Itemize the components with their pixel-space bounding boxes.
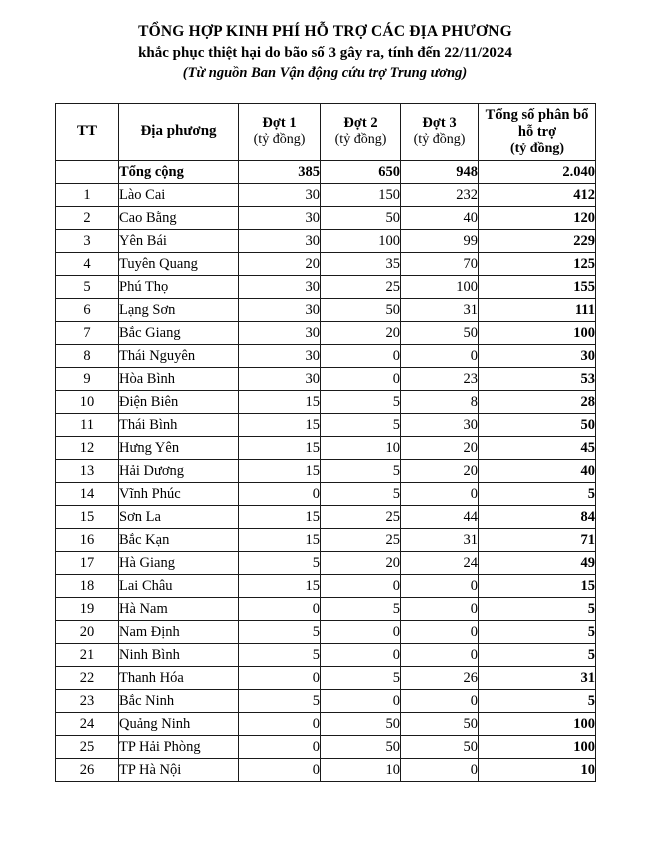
cell-phase-3: 948 bbox=[401, 161, 479, 184]
cell-phase-3: 26 bbox=[401, 667, 479, 690]
cell-index: 16 bbox=[56, 529, 119, 552]
cell-total: 100 bbox=[479, 736, 596, 759]
cell-phase-2: 5 bbox=[321, 598, 401, 621]
table-row bbox=[56, 529, 596, 552]
cell-index: 18 bbox=[56, 575, 119, 598]
cell-phase-1: 0 bbox=[239, 667, 321, 690]
cell-total: 2.040 bbox=[479, 161, 596, 184]
cell-locality: Cao Bằng bbox=[119, 207, 239, 230]
cell-phase-1: 5 bbox=[239, 621, 321, 644]
cell-locality: Hòa Bình bbox=[119, 368, 239, 391]
cell-phase-1: 15 bbox=[239, 529, 321, 552]
cell-phase-1: 15 bbox=[239, 460, 321, 483]
cell-phase-2: 5 bbox=[321, 460, 401, 483]
cell-index: 13 bbox=[56, 460, 119, 483]
cell-locality: Lai Châu bbox=[119, 575, 239, 598]
cell-total: 50 bbox=[479, 414, 596, 437]
cell-phase-2: 20 bbox=[321, 322, 401, 345]
cell-phase-1: 15 bbox=[239, 506, 321, 529]
cell-locality: Hưng Yên bbox=[119, 437, 239, 460]
cell-phase-2: 25 bbox=[321, 529, 401, 552]
table-row bbox=[56, 184, 596, 207]
cell-total: 84 bbox=[479, 506, 596, 529]
cell-phase-2: 50 bbox=[321, 299, 401, 322]
cell-locality: Vĩnh Phúc bbox=[119, 483, 239, 506]
table-row bbox=[56, 552, 596, 575]
header-row bbox=[56, 104, 596, 161]
table-row bbox=[56, 253, 596, 276]
cell-total: 45 bbox=[479, 437, 596, 460]
cell-phase-3: 70 bbox=[401, 253, 479, 276]
cell-phase-1: 30 bbox=[239, 276, 321, 299]
column-header-locality: Địa phương bbox=[119, 104, 239, 161]
column-header-tt: TT bbox=[56, 104, 119, 161]
table-row bbox=[56, 299, 596, 322]
cell-phase-3: 0 bbox=[401, 644, 479, 667]
table-row bbox=[56, 483, 596, 506]
table-row bbox=[56, 437, 596, 460]
funding-table-container bbox=[55, 103, 595, 782]
total-unit: (tỷ đồng) bbox=[509, 140, 565, 156]
cell-phase-2: 10 bbox=[321, 759, 401, 782]
cell-phase-3: 99 bbox=[401, 230, 479, 253]
table-row bbox=[56, 644, 596, 667]
table-row bbox=[56, 230, 596, 253]
cell-total: 30 bbox=[479, 345, 596, 368]
cell-phase-3: 0 bbox=[401, 483, 479, 506]
column-header-total-allocated bbox=[479, 104, 596, 161]
cell-index: 20 bbox=[56, 621, 119, 644]
cell-index: 11 bbox=[56, 414, 119, 437]
cell-phase-2: 25 bbox=[321, 276, 401, 299]
cell-total: 5 bbox=[479, 644, 596, 667]
cell-locality: Thanh Hóa bbox=[119, 667, 239, 690]
cell-total: 100 bbox=[479, 713, 596, 736]
cell-total: 229 bbox=[479, 230, 596, 253]
cell-locality: Thái Bình bbox=[119, 414, 239, 437]
cell-phase-3: 100 bbox=[401, 276, 479, 299]
cell-total: 5 bbox=[479, 598, 596, 621]
cell-phase-2: 0 bbox=[321, 690, 401, 713]
cell-phase-3: 50 bbox=[401, 322, 479, 345]
table-row bbox=[56, 598, 596, 621]
cell-phase-3: 0 bbox=[401, 345, 479, 368]
cell-locality: Thái Nguyên bbox=[119, 345, 239, 368]
table-row bbox=[56, 506, 596, 529]
cell-phase-3: 44 bbox=[401, 506, 479, 529]
cell-phase-1: 15 bbox=[239, 391, 321, 414]
cell-phase-3: 30 bbox=[401, 414, 479, 437]
cell-total: 5 bbox=[479, 483, 596, 506]
cell-phase-1: 30 bbox=[239, 368, 321, 391]
cell-phase-2: 5 bbox=[321, 414, 401, 437]
cell-phase-1: 20 bbox=[239, 253, 321, 276]
column-header-phase-3 bbox=[401, 104, 479, 161]
cell-phase-3: 20 bbox=[401, 460, 479, 483]
page-subtitle: khắc phục thiệt hại do bão số 3 gây ra, tính đến 22/11/2024 bbox=[138, 44, 512, 61]
cell-total: 120 bbox=[479, 207, 596, 230]
cell-total: 155 bbox=[479, 276, 596, 299]
cell-index: 10 bbox=[56, 391, 119, 414]
cell-index: 8 bbox=[56, 345, 119, 368]
cell-index: 22 bbox=[56, 667, 119, 690]
cell-total: 5 bbox=[479, 621, 596, 644]
cell-phase-1: 0 bbox=[239, 483, 321, 506]
cell-phase-3: 0 bbox=[401, 621, 479, 644]
cell-phase-1: 30 bbox=[239, 207, 321, 230]
cell-index: 17 bbox=[56, 552, 119, 575]
cell-phase-2: 100 bbox=[321, 230, 401, 253]
cell-phase-2: 0 bbox=[321, 621, 401, 644]
cell-index: 1 bbox=[56, 184, 119, 207]
cell-phase-2: 50 bbox=[321, 736, 401, 759]
cell-phase-1: 0 bbox=[239, 598, 321, 621]
cell-phase-1: 5 bbox=[239, 552, 321, 575]
cell-index: 7 bbox=[56, 322, 119, 345]
table-row bbox=[56, 575, 596, 598]
cell-phase-3: 0 bbox=[401, 598, 479, 621]
cell-index: 12 bbox=[56, 437, 119, 460]
cell-index: 15 bbox=[56, 506, 119, 529]
cell-index: 25 bbox=[56, 736, 119, 759]
cell-phase-2: 5 bbox=[321, 667, 401, 690]
cell-locality: Tổng cộng bbox=[119, 161, 239, 184]
phase-1-label: Đợt 1 bbox=[262, 115, 297, 132]
table-row bbox=[56, 322, 596, 345]
cell-locality: Bắc Kạn bbox=[119, 529, 239, 552]
cell-phase-3: 50 bbox=[401, 713, 479, 736]
cell-phase-3: 50 bbox=[401, 736, 479, 759]
cell-phase-3: 31 bbox=[401, 299, 479, 322]
cell-total: 412 bbox=[479, 184, 596, 207]
cell-phase-1: 30 bbox=[239, 299, 321, 322]
cell-phase-2: 0 bbox=[321, 575, 401, 598]
cell-locality: Lào Cai bbox=[119, 184, 239, 207]
cell-phase-1: 30 bbox=[239, 345, 321, 368]
cell-index: 14 bbox=[56, 483, 119, 506]
cell-locality: Quảng Ninh bbox=[119, 713, 239, 736]
cell-phase-1: 0 bbox=[239, 759, 321, 782]
cell-phase-1: 30 bbox=[239, 230, 321, 253]
table-row bbox=[56, 621, 596, 644]
phase-3-label: Đợt 3 bbox=[422, 115, 457, 132]
cell-phase-2: 150 bbox=[321, 184, 401, 207]
cell-locality: TP Hải Phòng bbox=[119, 736, 239, 759]
cell-index: 24 bbox=[56, 713, 119, 736]
column-header-phase-1 bbox=[239, 104, 321, 161]
table-row bbox=[56, 207, 596, 230]
cell-index: 6 bbox=[56, 299, 119, 322]
cell-phase-1: 5 bbox=[239, 690, 321, 713]
cell-phase-2: 50 bbox=[321, 207, 401, 230]
cell-index: 26 bbox=[56, 759, 119, 782]
cell-index: 3 bbox=[56, 230, 119, 253]
cell-phase-2: 10 bbox=[321, 437, 401, 460]
phase-3-unit: (tỷ đồng) bbox=[413, 132, 466, 148]
cell-phase-3: 20 bbox=[401, 437, 479, 460]
table-row bbox=[56, 713, 596, 736]
cell-phase-2: 5 bbox=[321, 391, 401, 414]
cell-phase-2: 50 bbox=[321, 713, 401, 736]
phase-2-label: Đợt 2 bbox=[343, 115, 378, 132]
cell-phase-3: 8 bbox=[401, 391, 479, 414]
page-title: TỔNG HỢP KINH PHÍ HỖ TRỢ CÁC ĐỊA PHƯƠNG bbox=[138, 23, 512, 40]
funding-table bbox=[55, 103, 596, 782]
cell-phase-1: 15 bbox=[239, 414, 321, 437]
cell-total: 15 bbox=[479, 575, 596, 598]
cell-index: 19 bbox=[56, 598, 119, 621]
page-source-note: (Từ nguồn Ban Vận động cứu trợ Trung ương) bbox=[182, 65, 468, 82]
cell-phase-3: 23 bbox=[401, 368, 479, 391]
table-row bbox=[56, 759, 596, 782]
cell-phase-3: 0 bbox=[401, 575, 479, 598]
cell-locality: Nam Định bbox=[119, 621, 239, 644]
cell-phase-1: 15 bbox=[239, 437, 321, 460]
cell-total: 5 bbox=[479, 690, 596, 713]
cell-phase-1: 5 bbox=[239, 644, 321, 667]
cell-index: 2 bbox=[56, 207, 119, 230]
table-row bbox=[56, 736, 596, 759]
phase-2-unit: (tỷ đồng) bbox=[334, 132, 387, 148]
table-row bbox=[56, 276, 596, 299]
cell-total: 28 bbox=[479, 391, 596, 414]
cell-phase-2: 35 bbox=[321, 253, 401, 276]
table-row bbox=[56, 460, 596, 483]
cell-phase-3: 24 bbox=[401, 552, 479, 575]
cell-phase-1: 0 bbox=[239, 713, 321, 736]
table-header bbox=[56, 104, 596, 161]
table-row-total bbox=[56, 161, 596, 184]
cell-locality: Hà Giang bbox=[119, 552, 239, 575]
cell-total: 125 bbox=[479, 253, 596, 276]
cell-total: 10 bbox=[479, 759, 596, 782]
cell-locality: Điện Biên bbox=[119, 391, 239, 414]
cell-index bbox=[56, 161, 119, 184]
cell-phase-2: 0 bbox=[321, 644, 401, 667]
column-header-phase-2 bbox=[321, 104, 401, 161]
cell-index: 9 bbox=[56, 368, 119, 391]
cell-phase-2: 20 bbox=[321, 552, 401, 575]
cell-locality: Lạng Sơn bbox=[119, 299, 239, 322]
cell-locality: Sơn La bbox=[119, 506, 239, 529]
cell-phase-3: 232 bbox=[401, 184, 479, 207]
cell-phase-2: 650 bbox=[321, 161, 401, 184]
cell-locality: Yên Bái bbox=[119, 230, 239, 253]
cell-total: 31 bbox=[479, 667, 596, 690]
table-row bbox=[56, 690, 596, 713]
table-row bbox=[56, 368, 596, 391]
cell-locality: Bắc Giang bbox=[119, 322, 239, 345]
cell-locality: Hải Dương bbox=[119, 460, 239, 483]
cell-total: 53 bbox=[479, 368, 596, 391]
cell-locality: Ninh Bình bbox=[119, 644, 239, 667]
table-row bbox=[56, 345, 596, 368]
cell-locality: Phú Thọ bbox=[119, 276, 239, 299]
cell-phase-3: 0 bbox=[401, 759, 479, 782]
cell-index: 5 bbox=[56, 276, 119, 299]
cell-index: 21 bbox=[56, 644, 119, 667]
cell-phase-2: 25 bbox=[321, 506, 401, 529]
document-header bbox=[0, 0, 650, 83]
total-label: Tổng số phân bổ hỗ trợ bbox=[485, 106, 589, 140]
cell-total: 71 bbox=[479, 529, 596, 552]
cell-phase-3: 0 bbox=[401, 690, 479, 713]
table-row bbox=[56, 414, 596, 437]
cell-phase-1: 30 bbox=[239, 322, 321, 345]
cell-locality: Tuyên Quang bbox=[119, 253, 239, 276]
table-row bbox=[56, 667, 596, 690]
cell-total: 100 bbox=[479, 322, 596, 345]
cell-total: 111 bbox=[479, 299, 596, 322]
cell-phase-1: 385 bbox=[239, 161, 321, 184]
cell-phase-1: 15 bbox=[239, 575, 321, 598]
cell-phase-1: 30 bbox=[239, 184, 321, 207]
cell-phase-3: 31 bbox=[401, 529, 479, 552]
cell-locality: Bắc Ninh bbox=[119, 690, 239, 713]
cell-phase-1: 0 bbox=[239, 736, 321, 759]
cell-locality: Hà Nam bbox=[119, 598, 239, 621]
table-row bbox=[56, 391, 596, 414]
cell-index: 23 bbox=[56, 690, 119, 713]
cell-locality: TP Hà Nội bbox=[119, 759, 239, 782]
cell-total: 49 bbox=[479, 552, 596, 575]
phase-1-unit: (tỷ đồng) bbox=[253, 132, 306, 148]
cell-phase-3: 40 bbox=[401, 207, 479, 230]
cell-phase-2: 0 bbox=[321, 345, 401, 368]
cell-phase-2: 5 bbox=[321, 483, 401, 506]
cell-total: 40 bbox=[479, 460, 596, 483]
cell-phase-2: 0 bbox=[321, 368, 401, 391]
table-body bbox=[56, 161, 596, 782]
cell-index: 4 bbox=[56, 253, 119, 276]
